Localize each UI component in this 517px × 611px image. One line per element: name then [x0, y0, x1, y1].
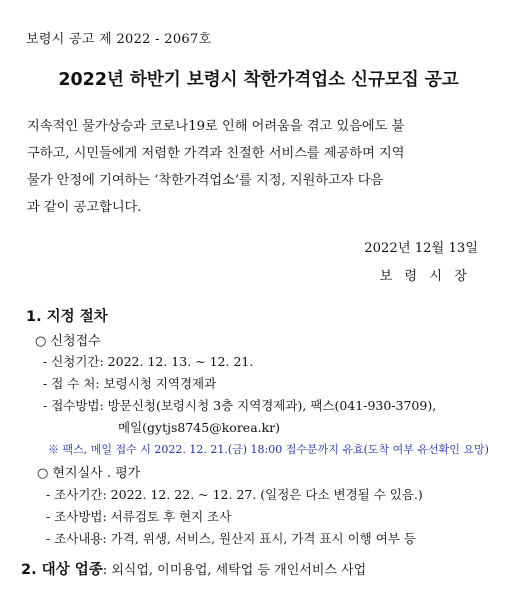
survey-method: - 조사방법: 서류검토 후 현지 조사	[46, 509, 232, 524]
intro-paragraph	[27, 113, 494, 221]
apply-method-email: 메일(gytjs8745@korea.kr)	[118, 420, 281, 435]
apply-office: - 접 수 처: 보령시청 지역경제과	[43, 376, 217, 391]
section2	[21, 558, 366, 579]
section2-heading: 2. 대상 업종	[21, 562, 103, 578]
issuer: 보 령 시 장	[379, 269, 471, 284]
section2-text: : 외식업, 이미용업, 세탁업 등 개인서비스 사업	[102, 563, 367, 578]
notice-date: 2022년 12월 13일	[364, 241, 478, 256]
survey-period: - 조사기간: 2022. 12. 22. ~ 12. 27. (일정은 다소 변경될 수 있음.)	[46, 487, 423, 502]
intro-line: 구하고, 시민들에게 저렴한 가격과 친절한 서비스를 제공하며 지역	[27, 146, 405, 161]
page-title: 2022년 하반기 보령시 착한가격업소 신규모집 공고	[58, 70, 459, 90]
section1-heading: 1. 지정 절차	[26, 309, 108, 325]
intro-line: 과 같이 공고합니다.	[27, 200, 142, 215]
apply-title: ○ 신청접수	[35, 334, 101, 349]
survey-content: - 조사내용: 가격, 위생, 서비스, 원산지 표시, 가격 표시 이행 여부 등	[46, 531, 416, 546]
apply-period: - 신청기간: 2022. 12. 13. ~ 12. 21.	[43, 354, 254, 369]
apply-method: - 접수방법: 방문신청(보령시청 3층 지역경제과), 팩스(041-930-3709),	[43, 398, 437, 413]
intro-line: 물가 안정에 기여하는 ‘착한가격업소’를 지정, 지원하고자 다음	[27, 173, 384, 188]
apply-note: ※ 팩스, 메일 접수 시 2022. 12. 21.(금) 18:00 접수분까지 유효(도착 여부 유선확인 요망)	[48, 443, 489, 456]
notice-number: 보령시 공고 제 2022 - 2067호	[26, 32, 212, 47]
intro-line: 지속적인 물가상승과 코로나19로 인해 어려움을 겪고 있음에도 불	[27, 119, 405, 134]
survey-title: ○ 현지실사 . 평가	[37, 466, 141, 481]
